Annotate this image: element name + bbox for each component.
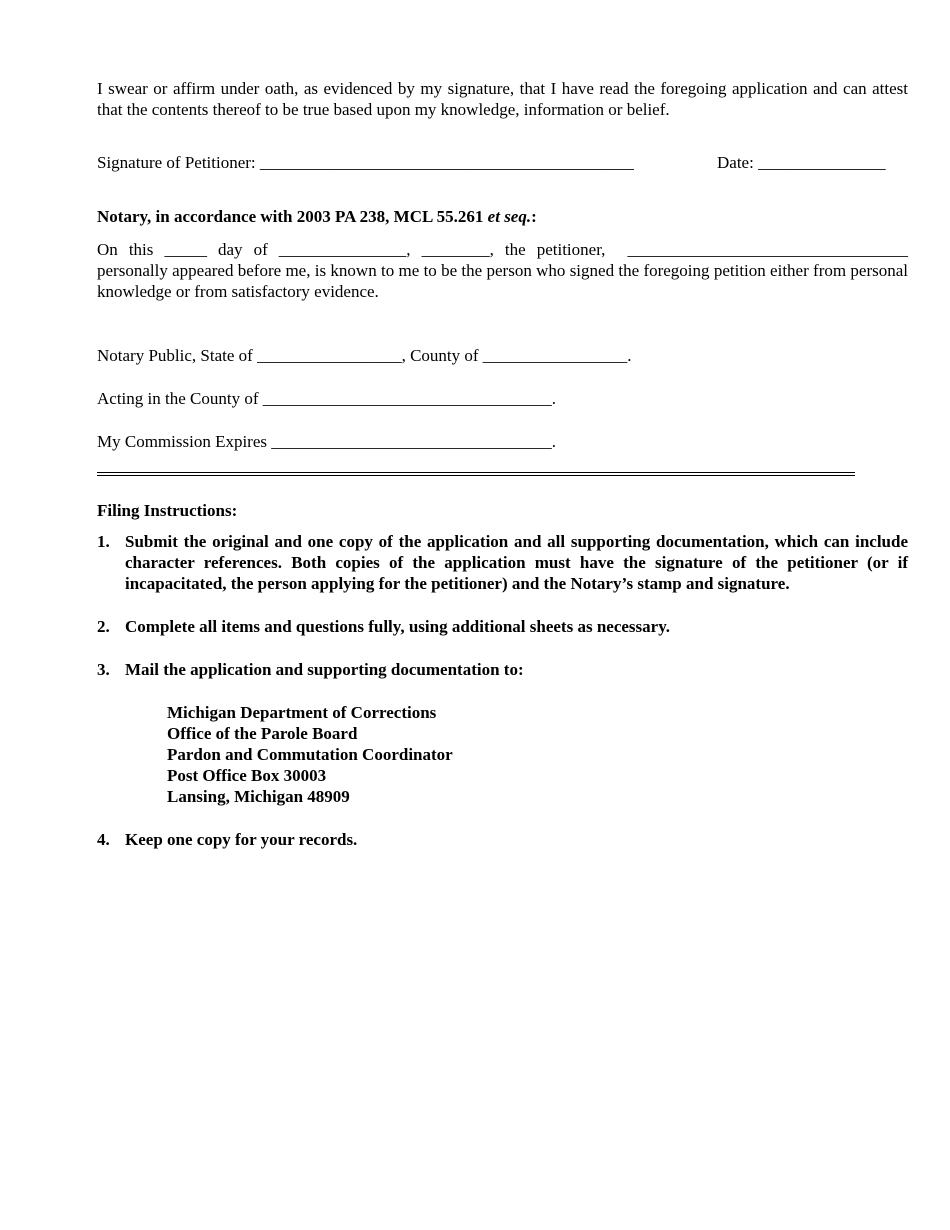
instruction-text: Mail the application and supporting documentation to: <box>125 660 524 679</box>
oath-statement: I swear or affirm under oath, as evidenced by my signature, that I have read the foregoing application and can attest that the contents thereof to be true based upon my knowledge, information or belief. <box>97 79 908 119</box>
filing-instructions-title: Filing Instructions: <box>97 501 238 520</box>
date-field[interactable] <box>717 152 886 173</box>
signature-label: Signature of Petitioner: <box>97 153 256 172</box>
instruction-number: 4. <box>97 830 110 849</box>
month-blank[interactable]: _______________, <box>278 240 411 259</box>
section-divider <box>97 472 855 476</box>
acting-county-label: Acting in the County of <box>97 389 259 408</box>
period: . <box>627 346 632 365</box>
mailing-address <box>97 702 908 807</box>
address-line: Lansing, Michigan 48909 <box>167 787 350 806</box>
date-blank[interactable]: _______________ <box>758 153 886 172</box>
acting-county-line <box>97 388 908 409</box>
notary-county-label: , County of <box>401 346 479 365</box>
address-line: Michigan Department of Corrections <box>167 703 437 722</box>
period: . <box>551 432 557 451</box>
on-this-label: On this <box>97 240 154 259</box>
day-blank[interactable]: _____ <box>164 240 207 259</box>
form-page <box>97 78 908 850</box>
notary-appearance-statement <box>97 239 908 302</box>
year-blank[interactable]: ________, <box>421 240 494 259</box>
notary-state-blank[interactable]: _________________ <box>257 346 402 365</box>
commission-expires-label: My Commission Expires <box>97 432 268 451</box>
address-line: Pardon and Commutation Coordinator <box>167 745 453 764</box>
notary-heading-italic: et seq. <box>487 207 532 226</box>
instruction-item <box>97 659 908 680</box>
instruction-item <box>97 531 908 594</box>
appearance-text: personally appeared before me, is known to me to be the person who signed the foregoing petition either from personal knowledge or from satisfactory evidence. <box>97 261 908 301</box>
signature-blank[interactable]: ____________________________________________ <box>259 153 634 172</box>
instruction-number: 3. <box>97 660 110 679</box>
signature-row <box>97 152 908 173</box>
the-petitioner-label: the petitioner, <box>504 240 606 259</box>
notary-heading-colon: : <box>531 207 537 226</box>
commission-expires-blank[interactable]: _________________________________ <box>271 432 552 451</box>
instruction-number: 2. <box>97 617 110 636</box>
notary-state-county-line <box>97 345 908 366</box>
address-line: Office of the Parole Board <box>167 724 358 743</box>
notary-heading <box>97 206 908 227</box>
day-of-label: day of <box>217 240 268 259</box>
date-label: Date: <box>717 153 754 172</box>
instruction-text: Complete all items and questions fully, using additional sheets as necessary. <box>125 617 671 636</box>
commission-expires-line <box>97 431 908 452</box>
acting-county-blank[interactable]: __________________________________ <box>262 389 552 408</box>
period: . <box>551 389 556 408</box>
instruction-text: Keep one copy for your records. <box>125 830 358 849</box>
instruction-item <box>97 616 908 637</box>
notary-heading-main: Notary, in accordance with 2003 PA 238, MCL 55.261 <box>97 207 488 226</box>
address-line: Post Office Box 30003 <box>167 766 327 785</box>
instruction-text: Submit the original and one copy of the application and all supporting documentation, which can include character references. Both copies of the application must have the signature of the petitioner (or if incapacitated, the person applying for the petitioner) and the Notary’s stamp and signature. <box>125 532 908 593</box>
notary-county-blank[interactable]: _________________ <box>482 346 628 365</box>
instruction-number: 1. <box>97 532 110 551</box>
notary-state-label: Notary Public, State of <box>97 346 253 365</box>
petitioner-name-blank[interactable]: _________________________________ <box>627 240 909 259</box>
instruction-item <box>97 829 908 850</box>
signature-field[interactable] <box>97 152 634 173</box>
